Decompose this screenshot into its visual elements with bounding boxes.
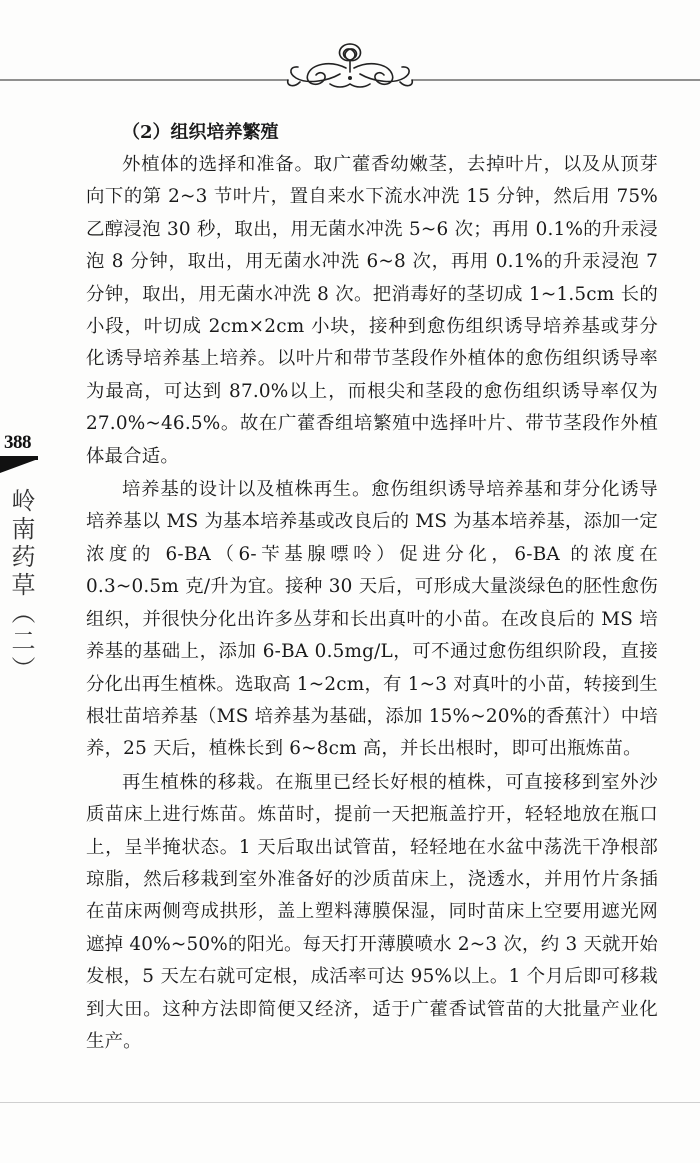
running-book-title: 岭南药草（二） <box>7 488 35 684</box>
scroll-ornament-icon <box>0 38 700 98</box>
bottom-divider <box>0 1102 700 1103</box>
section-heading: （2）组织培养繁殖 <box>122 122 279 143</box>
main-text <box>86 116 658 1058</box>
page-number-wedge <box>0 459 38 473</box>
paragraph-transplanting: 再生植株的移栽。在瓶里已经长好根的植株，可直接移到室外沙质苗床上进行炼苗。炼苗时，提前一天把瓶盖拧开，轻轻地放在瓶口上，呈半掩状态。1 天后取出试管苗，轻轻地在水盆中荡洗干净根部琼脂，然后移栽到室外准备好的沙质苗床上，浇透水，并用竹片条插在苗床两侧弯成拱形，盖上塑料薄膜保湿，同时苗床上空要用遮光网遮掉 40%~50%的阳光。每天打开薄膜喷水 2~3 次，约 3 天就开始发根，5 天左右就可定根，成活率可达 95%以上。1 个月后即可移栽到大田。这种方法即简便又经济，适于广藿香试管苗的大批量产业化生产。 <box>86 771 658 1052</box>
paragraph-explant-preparation: 外植体的选择和准备。取广藿香幼嫩茎，去掉叶片，以及从顶芽向下的第 2~3 节叶片，置自来水下流水冲洗 15 分钟，然后用 75%乙醇浸泡 30 秒，取出，用无菌水冲洗 5~6 次；再用 0.1%的升汞浸泡 8 分钟，取出，用无菌水冲洗 6~8 次，再用 0.1%的升汞浸泡 7 分钟，取出，用无菌水冲洗 8 次。把消毒好的茎切成 1~1.5cm 长的小段，叶切成 2cm×2cm 小块，接种到愈伤组织诱导培养基或芽分化诱导培养基上培养。以叶片和带节茎段作外植体的愈伤组织诱导率为最高，可达到 87.0%以上，而根尖和茎段的愈伤组织诱导率仅为 27.0%~46.5%。故在广藿香组培繁殖中选择叶片、带节茎段作外植体最合适。 <box>86 154 658 467</box>
paragraph-medium-and-regeneration: 培养基的设计以及植株再生。愈伤组织诱导培养基和芽分化诱导培养基以 MS 为基本培养基或改良后的 MS 为基本培养基，添加一定浓度的 6-BA（6-苄基腺嘌呤）促进分化，6-BA 的浓度在 0.3~0.5m 克/升为宜。接种 30 天后，可形成大量淡绿色的胚性愈伤组织，并很快分化出许多丛芽和长出真叶的小苗。在改良后的 MS 培养基的基础上，添加 6-BA 0.5mg/L，可不通过愈伤组织阶段，直接分化出再生植株。选取高 1~2cm，有 1~3 对真叶的小苗，转接到生根壮苗培养基（MS 培养基为基础，添加 15%~20%的香蕉汁）中培养，25 天后，植株长到 6~8cm 高，并长出根时，即可出瓶炼苗。 <box>86 479 658 760</box>
page-number: 388 <box>4 432 31 453</box>
